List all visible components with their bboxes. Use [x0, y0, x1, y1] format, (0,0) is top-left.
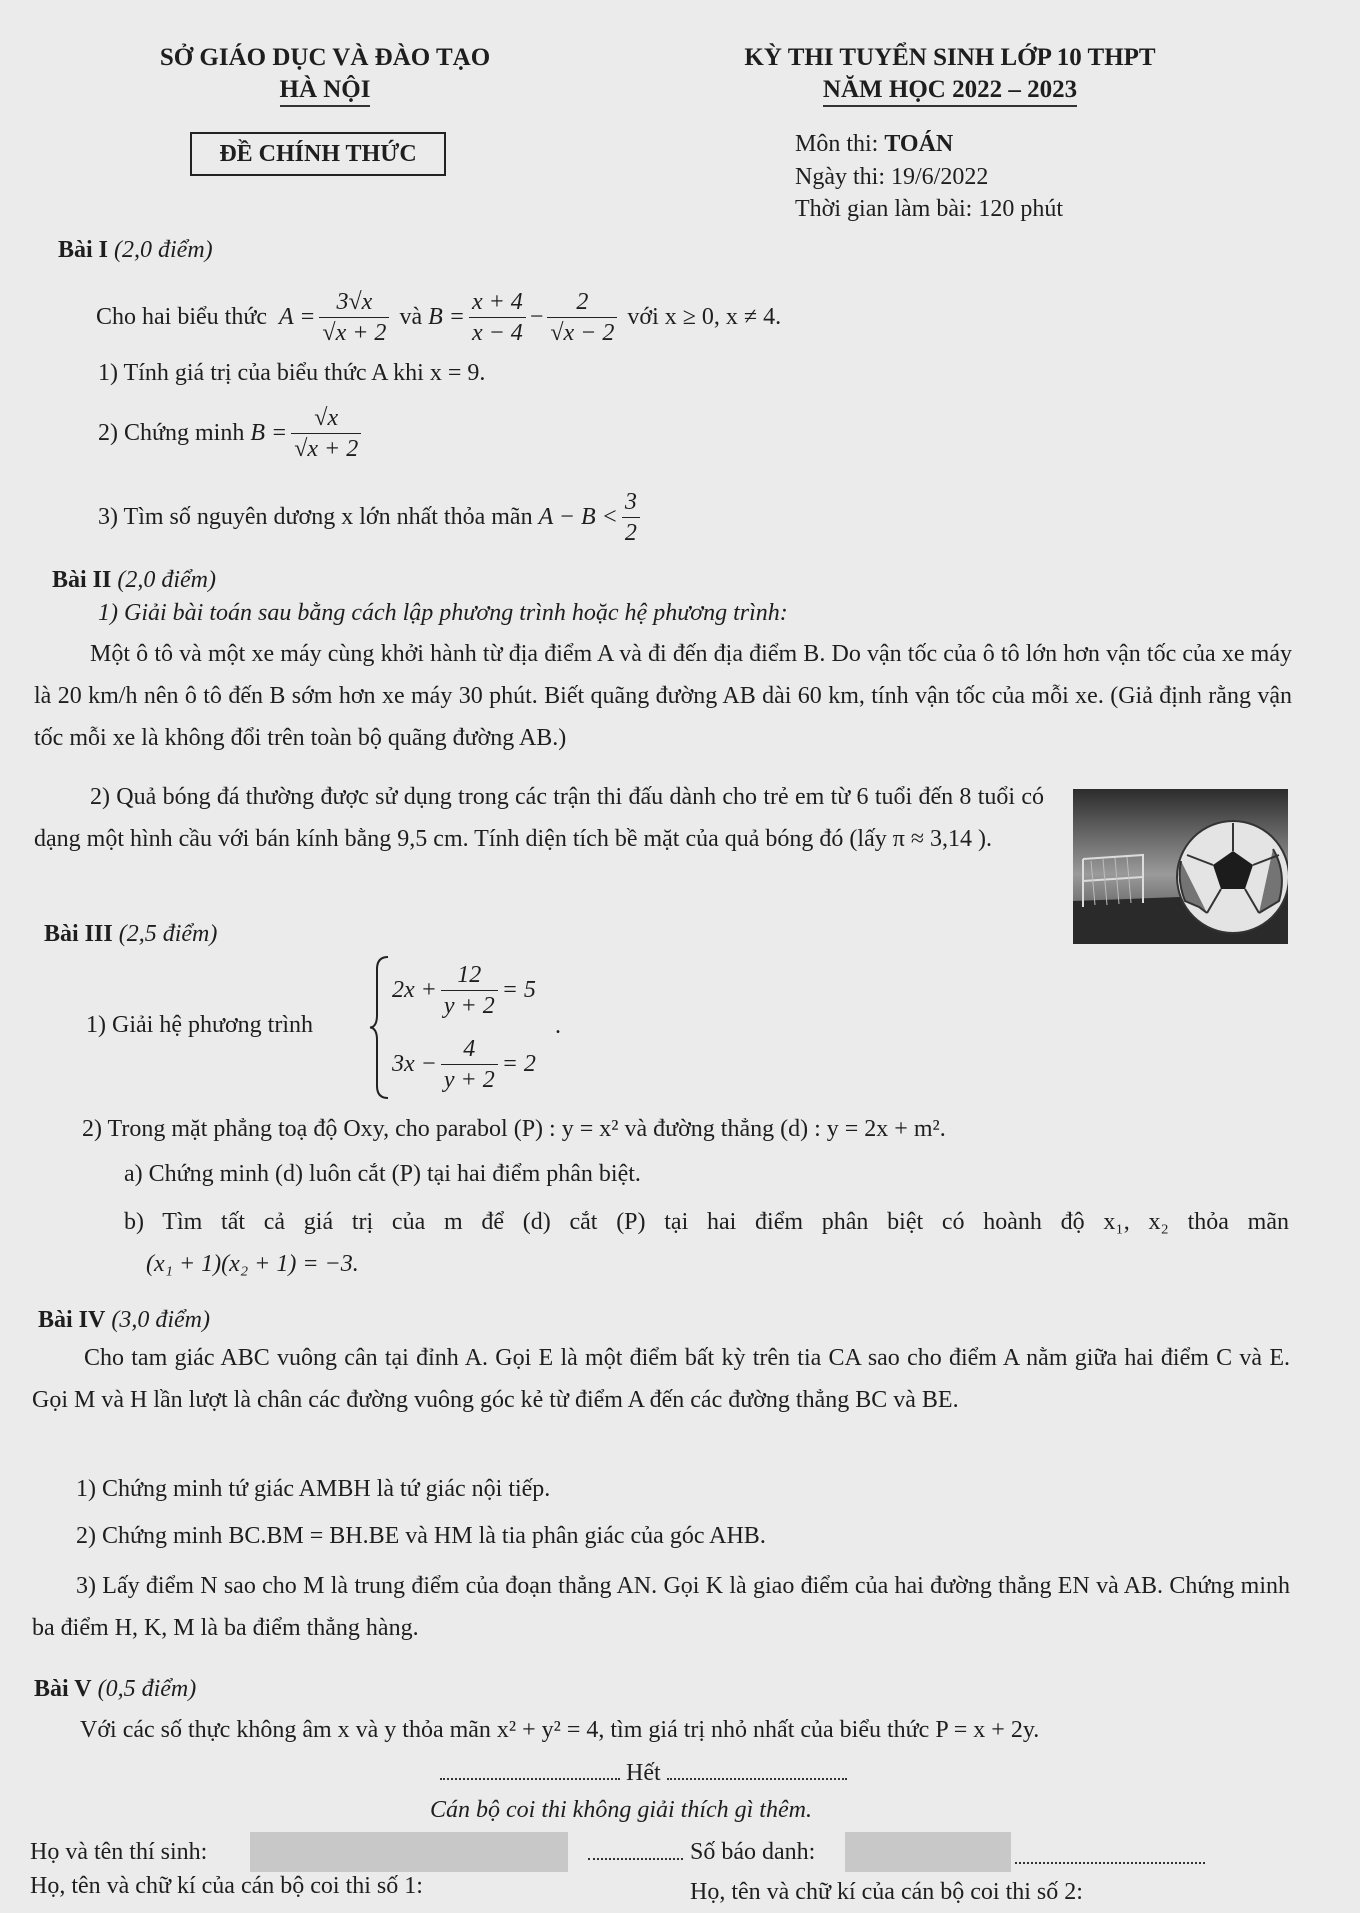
- bai4-q1: 1) Chứng minh tứ giác AMBH là tứ giác nội tiếp.: [76, 1476, 551, 1502]
- bai1-expressions: Cho hai biểu thức A = $\frac{3√x}{√x + 2}$ và B = $\frac{x + 4}{x - 4}$ − $\frac{2}{√x - 2}$ với x ≥ 0, x ≠ 4.: [96, 288, 782, 346]
- city-name: HÀ NỘI: [120, 76, 530, 104]
- exam-date: Ngày thi: 19/6/2022: [795, 164, 989, 190]
- bai1-q1: 1) Tính giá trị của biểu thức A khi x = 9.: [98, 360, 486, 386]
- bai1-q2: 2) Chứng minh B = $\frac{√x}{√x + 2}$: [98, 396, 365, 470]
- bai2-q1-title: 1) Giải bài toán sau bằng cách lập phương trình hoặc hệ phương trình:: [98, 600, 788, 626]
- id-dots: [1015, 1862, 1205, 1864]
- school-year: NĂM HỌC 2022 – 2023: [690, 76, 1210, 104]
- fraction-A: $\frac{3√x}{√x + 2}$: [319, 287, 389, 348]
- bai4-q2: 2) Chứng minh BC.BM = BH.BE và HM là tia phân giác của góc AHB.: [76, 1523, 766, 1549]
- fraction-B1: $\frac{x + 4}{x - 4}$: [469, 287, 526, 348]
- redacted-name: [250, 1832, 568, 1872]
- fraction-B2: $\frac{2}{√x - 2}$: [547, 287, 617, 348]
- department-name: SỞ GIÁO DỤC VÀ ĐÀO TẠO: [159, 44, 491, 71]
- bai1-heading: Bài I (2,0 điểm): [58, 237, 213, 263]
- bai3-heading: Bài III (2,5 điểm): [44, 921, 218, 947]
- subject-line: Môn thi: TOÁN: [795, 131, 954, 157]
- redacted-id: [845, 1832, 1011, 1872]
- bai4-heading: Bài IV (3,0 điểm): [38, 1307, 210, 1333]
- bai2-q1-body: Một ô tô và một xe máy cùng khởi hành từ địa điểm A và đi đến địa điểm B. Do vận tốc của ô tô lớn hơn vận tốc của xe máy là 20 km/h nên ô tô đến B sớm hơn xe máy 30 phút. Biết quãng đường AB dài 60 km, tính vận tốc của mỗi xe. (Giả định rằng vận tốc mỗi xe là không đổi trên toàn bộ quãng đường AB.): [34, 641, 1292, 751]
- bai3-q1-text: 1) Giải hệ phương trình: [86, 1012, 313, 1038]
- system-eq1: 2x + $\frac{12}{y + 2}$ = 5: [392, 961, 536, 1019]
- proctor1-label: Họ, tên và chữ kí của cán bộ coi thi số 1:: [30, 1873, 423, 1899]
- bai3-q2: 2) Trong mặt phẳng toạ độ Oxy, cho parabol (P) : y = x² và đường thẳng (d) : y = 2x + m².: [82, 1116, 946, 1142]
- system-period: .: [555, 1013, 561, 1039]
- soccer-ball-image: [1073, 789, 1288, 944]
- bai5-body: Với các số thực không âm x và y thỏa mãn x² + y² = 4, tìm giá trị nhỏ nhất của biểu thức P = x + 2y.: [80, 1717, 1040, 1743]
- student-id-label: Số báo danh:: [690, 1839, 816, 1865]
- official-stamp: ĐỀ CHÍNH THỨC: [190, 132, 446, 176]
- bai3-q2b-line2: (x₁ + 1)(x₂ + 1) = −3.: [146, 1251, 359, 1277]
- end-marker: Hết: [440, 1757, 847, 1789]
- bai4-q3: 3) Lấy điểm N sao cho M là trung điểm của đoạn thẳng AN. Gọi K là giao điểm của hai đường thẳng EN và AB. Chứng minh ba điểm H, K, M là ba điểm thẳng hàng.: [32, 1573, 1290, 1641]
- bai4-intro: Cho tam giác ABC vuông cân tại đỉnh A. Gọi E là một điểm bất kỳ trên tia CA sao cho điểm A nằm giữa hai điểm C và E. Gọi M và H lần lượt là chân các đường vuông góc kẻ từ điểm A đến các đường thẳng BC và BE.: [32, 1345, 1290, 1413]
- exam-title: KỲ THI TUYỂN SINH LỚP 10 THPT: [744, 44, 1156, 71]
- system-brace: [368, 955, 390, 1100]
- system-eq2: 3x − $\frac{4}{y + 2}$ = 2: [392, 1035, 536, 1093]
- student-name-label: Họ và tên thí sinh:: [30, 1839, 208, 1865]
- bai5-heading: Bài V (0,5 điểm): [34, 1676, 197, 1702]
- bai2-q2-body: 2) Quả bóng đá thường được sử dụng trong các trận thi đấu dành cho trẻ em từ 6 tuổi đến 8 tuổi có dạng một hình cầu với bán kính bằng 9,5 cm. Tính diện tích bề mặt của quả bóng đó (lấy π ≈ 3,14 ).: [34, 784, 1044, 852]
- bai1-q3: 3) Tìm số nguyên dương x lớn nhất thỏa mãn A − B < $\frac{3}{2}$: [98, 480, 644, 554]
- bai3-q2b-line1: b) Tìm tất cả giá trị của m để (d) cắt (P) tại hai điểm phân biệt có hoành độ x₁, x₂ thỏa mãn: [124, 1209, 1289, 1235]
- name-dots: [588, 1858, 683, 1860]
- proctor2-label: Họ, tên và chữ kí của cán bộ coi thi số 2:: [690, 1879, 1083, 1905]
- proctor-note: Cán bộ coi thi không giải thích gì thêm.: [430, 1797, 812, 1823]
- bai2-heading: Bài II (2,0 điểm): [52, 567, 216, 593]
- exam-duration: Thời gian làm bài: 120 phút: [795, 196, 1063, 222]
- bai3-q2a: a) Chứng minh (d) luôn cắt (P) tại hai điểm phân biệt.: [124, 1161, 641, 1187]
